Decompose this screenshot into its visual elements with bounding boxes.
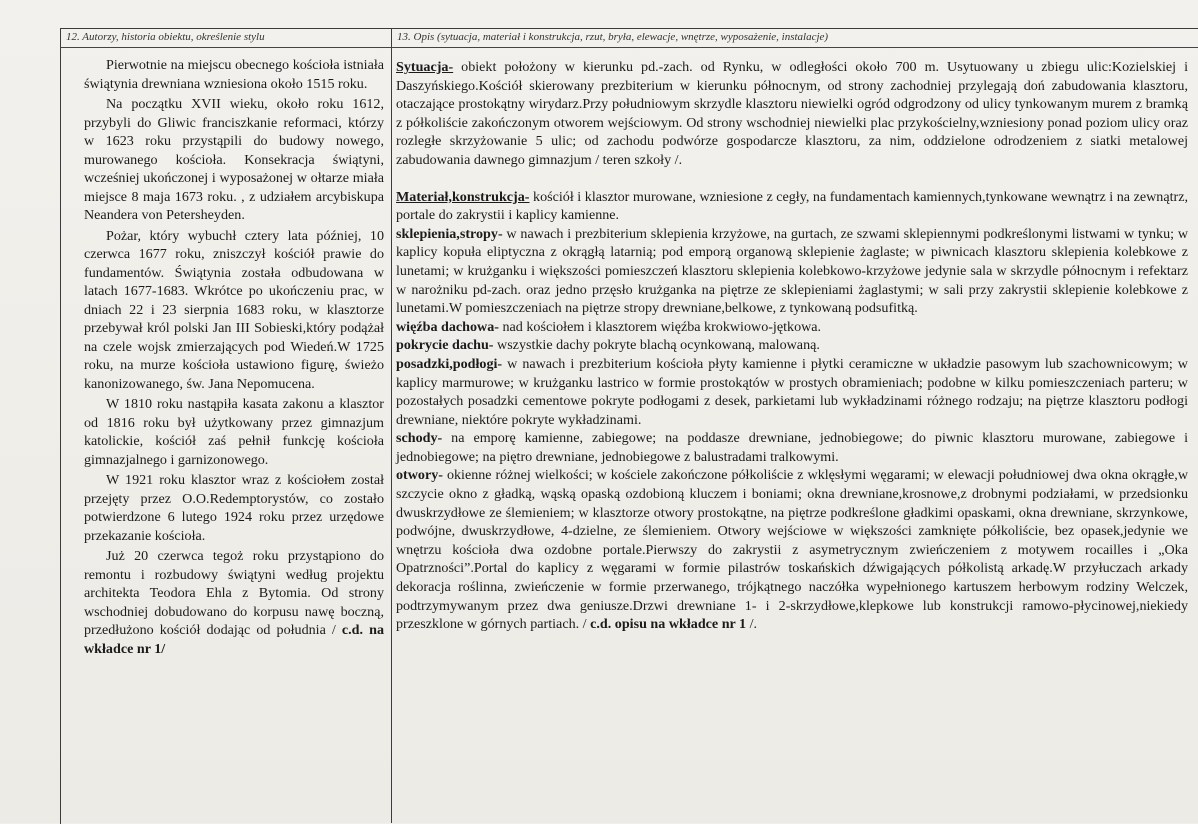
label-wiezba: więźba dachowa- xyxy=(396,318,499,335)
text-posadzki: w nawach i prezbiterium kościoła płyty kamienne i płytki ceramiczne w układzie pasowym lub szachownicowym; w kaplicy marmurowe; w krużganku lastrico w formie prostokątów w prostych obramieniach; podobne w kilku pomieszczeniach parteru; w pozostałych posadzki cementowe pokryte podłogami z desek, parkietami lub wykładzinami różnego rodzaju; na piętrze klasztoru podłogi drewniane, niektóre pokryte wykładzinami. xyxy=(396,355,1188,428)
history-paragraph: Pożar, który wybuchł cztery lata później, 10 czerwca 1677 roku, zniszczył kościół prawie do fundamentów. Świątynia została odbudowana w latach 1677-1683. Wkrótce po ukończeniu prac, w dniach 22 i 23 sierpnia 1683 roku, w klasztorze przebywał król polski Jan III Sobieski,który podążał na czele wojsk zmierzających pod Wiedeń.W 1725 roku, na murze kościoła ustawiono figurę, świeżo kanonizowanego, św. Jana Nepomucena. xyxy=(84,227,384,392)
label-otwory: otwory- xyxy=(396,467,443,484)
column-divider xyxy=(391,28,392,823)
label-sytuacja: Sytuacja- xyxy=(396,59,454,75)
text-otwory: okienne różnej wielkości; w kościele zakończone półkoliście z wklęsłymi węgarami; w elewacji południowej dwa okna okrągłe,w szczycie okno z gładką, wąską opaską ozdobioną kluczem i boniami; okna drewniane,krosnowe,z drobnymi podziałami, w przedsionku dwuskrzydłowe ze ślemieniem; w klasztorze otwory prostokątne, na piętrze podkreślone gładkimi opaskami, okna drewniane, skrzynkowe, podwójne, dwuskrzydłowe, 4-dzielne, ze ślemieniem. Otwory wejściowe w większości zamknięte półkoliście, bez opasek,jedynie we wnętrzu kościoła dwa ozdobne portale.Pierwszy do zakrystii z asymetrycznym zwieńczeniem z motywem rocailles i „Oka Opatrzności”.Portal do kaplicy z węgarami w formie pilastrów toskańskich dźwigających półkolistą arkadę.W przyłuczach arkady dekoracja roślinna, zwieńczenie w formie przerwanego, trójkątnego naczółka wypełnionego kartuszem herbowym rodziny Welczek, podtrzymywanym przez dwa geniusze.Drzwi drewniane 1- i 2-skrzydłowe,klepkowe lub konstrukcji ramowo-płycinowej,niekiedy przeszklone w górnych partiach. / xyxy=(396,467,1188,633)
label-material: Materiał,konstrukcja- xyxy=(396,188,530,205)
history-column xyxy=(84,56,384,658)
left-column-header: 12. Autorzy, historia obiektu, określenie stylu xyxy=(66,31,265,43)
text-sytuacja: obiekt położony w kierunku pd.-zach. od Rynku, w odległości około 700 m. Usytuowany u zbiegu ulic:Kozielskiej i Daszyńskiego.Kościół skierowany prezbiterium w kierunku północnym, od strony zachodniej przylegają doń zabudowania klasztoru, otaczające prostokątny wirydarz.Przy południowym skrzydle klasztoru niewielki ogród odgrodzony od ulicy tynkowanym murem z bramką z półkoliście zakończonym otworem wejściowym. Od strony wschodniej niewielki plac przykościelny,wzniesiony ponad poziom ulicy oraz rozległe skrzyżowanie 5 ulic; od zachodu podwórze gospodarcze klasztoru, za nim, oddzielone odrodzeniem z siatki metalowej zabudowania dawnego gimnazjum / teren szkoły /. xyxy=(396,59,1188,168)
section-sytuacja xyxy=(396,58,1188,170)
text-pokrycie: wszystkie dachy pokryte blachą ocynkowaną, malowaną. xyxy=(493,337,820,354)
history-paragraph: Pierwotnie na miejscu obecnego kościoła istniała świątynia drewniana wzniesiona około 1515 roku. xyxy=(84,57,384,92)
text-material: kościół i klasztor murowane, wzniesione z cegły, na fundamentach kamiennych,tynkowane wewnątrz i na zewnątrz, portale do zakrystii i kaplicy kamienne. xyxy=(396,188,1188,224)
history-paragraph: W 1921 roku klasztor wraz z kościołem został przejęty przez O.O.Redemptorystów, co zostało potwierdzone 6 lutego 1924 roku przez urzędowe przekazanie kościoła. xyxy=(84,472,384,544)
header-rule xyxy=(60,47,1198,48)
description-continuation-note: c.d. opisu na wkładce nr 1 xyxy=(590,616,747,633)
section-otwory xyxy=(396,466,1188,633)
label-schody: schody- xyxy=(396,430,443,447)
history-paragraph-last xyxy=(84,547,384,658)
history-paragraph: Na początku XVII wieku, około roku 1612, przybyli do Gliwic franciszkanie reformaci, którzy w 1623 roku przystąpili do budowy nowego, murowanego kościoła. Konsekracja świątyni, wcześniej ukończonej i wyposażonej w ołtarze miała miejsce 8 maja 1673 roku. , z udziałem arcybiskupa Neandera von Petersheyden. xyxy=(84,96,384,223)
label-posadzki: posadzki,podłogi- xyxy=(396,355,503,372)
section-material xyxy=(396,188,1188,225)
section-schody xyxy=(396,429,1188,466)
text-schody: na emporę kamienne, zabiegowe; na poddasze drewniane, jednobiegowe; do piwnic klasztoru murowane, zabiegowe i jednobiegowe; na piętro drewniane, jednobiegowe z balustradami tralkowymi. xyxy=(396,430,1188,465)
continuation-note: c.d. na wkładce nr 1/ xyxy=(84,622,384,657)
section-pokrycie xyxy=(396,336,1188,355)
description-continuation-end: /. xyxy=(746,616,758,633)
label-sklepienia: sklepienia,stropy- xyxy=(396,225,503,242)
section-sklepienia xyxy=(396,225,1188,318)
history-paragraph-text: Już 20 czerwca tegoż roku przystąpiono do remontu i rozbudowy świątyni według projektu architekta Teodora Ehla z Bytomia. Od strony wschodniej dobudowano do korpusu nawę boczną, przedłużono kościół dodając od południa / xyxy=(84,548,384,638)
history-paragraph: W 1810 roku nastąpiła kasata zakonu a klasztor od 1816 roku był użytkowany przez gimnazjum katolickie, kościół zaś pełnił funkcję kościoła gimnazjalnego i garnizonowego. xyxy=(84,396,384,468)
section-wiezba xyxy=(396,318,1188,337)
right-column-header: 13. Opis (sytuacja, materiał i konstrukcja, rzut, bryła, elewacje, wnętrze, wyposażenie, instalacje) xyxy=(397,31,829,43)
section-posadzki xyxy=(396,355,1188,429)
text-sklepienia: w nawach i prezbiterium sklepienia krzyżowe, na gurtach, ze szwami sklepiennymi podkreślonymi listwami w tynku; w kaplicy kopuła eliptyczna z okrągłą latarnią; pod emporą organową sklepienie żaglaste; w piwnicach klasztoru sklepienia kolebkowe z lunetami; w krużganku i większości pomieszczeń klasztoru sklepienia kolebkowo-krzyżowe jedynie sala w skrzydle północnym i refektarz w narożniku pd-zach. oraz jedno przęsło krużganka na piętrze ze sklepieniami żaglastymi; w sali przy zakrystii sklepienie kolebkowe z lunetami.W pomieszczeniach na piętrze stropy drewniane,belkowe, z tynkowaną podsufitką. xyxy=(396,225,1188,317)
text-wiezba: nad kościołem i klasztorem więźba krokwiowo-jętkowa. xyxy=(498,318,822,335)
label-pokrycie: pokrycie dachu- xyxy=(396,337,494,354)
description-column xyxy=(396,58,1188,634)
